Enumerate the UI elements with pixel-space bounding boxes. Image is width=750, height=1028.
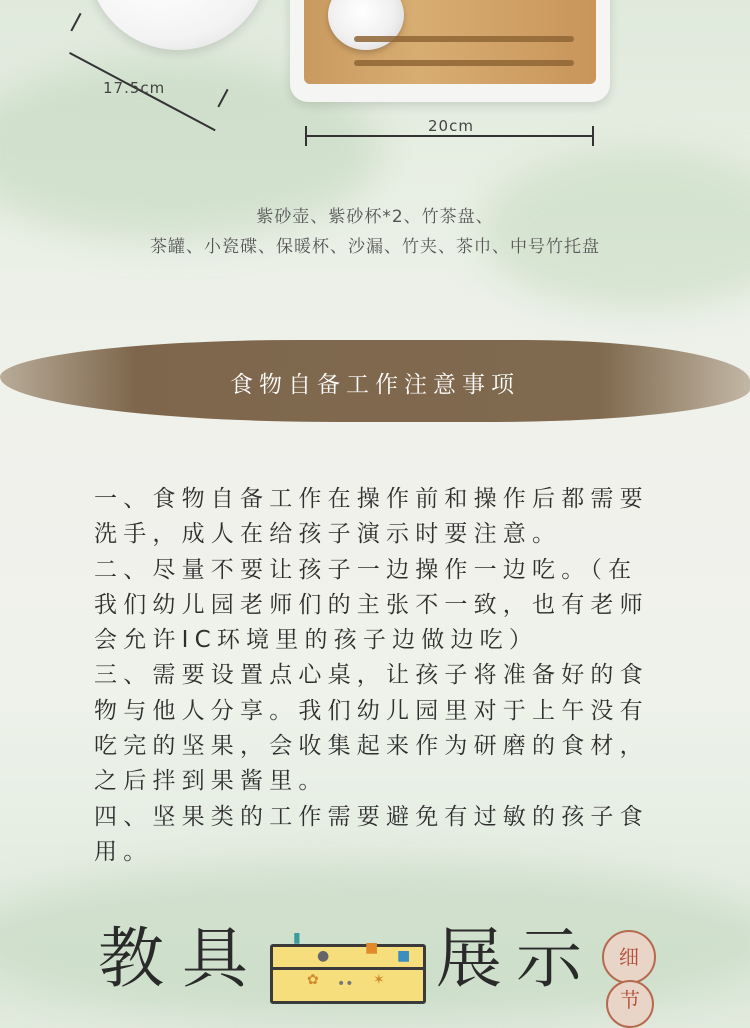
shelf-icon (270, 930, 426, 1004)
cup-icon: ■ (397, 948, 411, 964)
tray-dimension-line (305, 135, 593, 137)
notes-line: 三、需要设置点心桌，让孩子将准备好的食 (94, 662, 649, 689)
section-title-char-1: 教 (98, 920, 164, 997)
items-line-2: 茶罐、小瓷碟、保暖杯、沙漏、竹夹、茶巾、中号竹托盘 (150, 237, 600, 257)
notes-line: 用。 (94, 838, 153, 865)
items-line-1: 紫砂壶、紫砂杯*2、竹茶盘、 (256, 207, 494, 227)
bamboo-tray-photo (290, 0, 610, 102)
flower-icon: ✿ (307, 972, 319, 988)
beads-icon: •• (337, 976, 354, 992)
notes-body (94, 482, 674, 870)
notes-line: 之后拌到果酱里。 (94, 768, 328, 795)
tray-slot (354, 60, 574, 66)
star-icon: ✶ (373, 972, 385, 988)
small-cup-shape (328, 0, 404, 50)
bowl-icon: ● (317, 948, 330, 964)
bamboo-tray (304, 0, 596, 84)
tray-dimension-label: 20cm (428, 117, 474, 135)
green-wash-top-right (480, 150, 750, 310)
notes-line: 吃完的坚果，会收集起来作为研磨的食材， (94, 733, 649, 760)
notes-line: 我们幼儿园老师们的主张不一致，也有老师 (94, 591, 649, 618)
tray-dimension-tick (305, 126, 307, 146)
section-title-char-2: 具 (182, 920, 248, 997)
notes-line: 二、尽量不要让孩子一边操作一边吃。（在 (94, 556, 638, 583)
cup-dimension-tick (70, 13, 81, 31)
notes-line: 洗手，成人在给孩子演示时要注意。 (94, 521, 562, 548)
shelf-divider (273, 967, 423, 970)
banner-title: 食物自备工作注意事项 (230, 372, 520, 398)
section-title-char-3: 展 (436, 920, 502, 997)
section-title-char-4: 示 (516, 920, 582, 997)
box-icon: ■ (365, 940, 379, 956)
notes-line: 四、坚果类的工作需要避免有过敏的孩子食 (94, 803, 649, 830)
tray-dimension-tick (592, 126, 594, 146)
notes-line: 一、食物自备工作在操作前和操作后都需要 (94, 486, 649, 512)
bottle-icon: ▮ (293, 930, 301, 946)
notes-line: 物与他人分享。我们幼儿园里对于上午没有 (94, 697, 649, 724)
notes-line: 会允许IC环境里的孩子边做边吃） (94, 627, 539, 654)
cup-dimension-label: 17.5cm (103, 79, 166, 97)
tray-slot (354, 36, 574, 42)
detail-seal-1: 细 (602, 930, 656, 984)
detail-seal-2: 节 (606, 980, 654, 1028)
teapot-cup-photo (88, 0, 268, 50)
